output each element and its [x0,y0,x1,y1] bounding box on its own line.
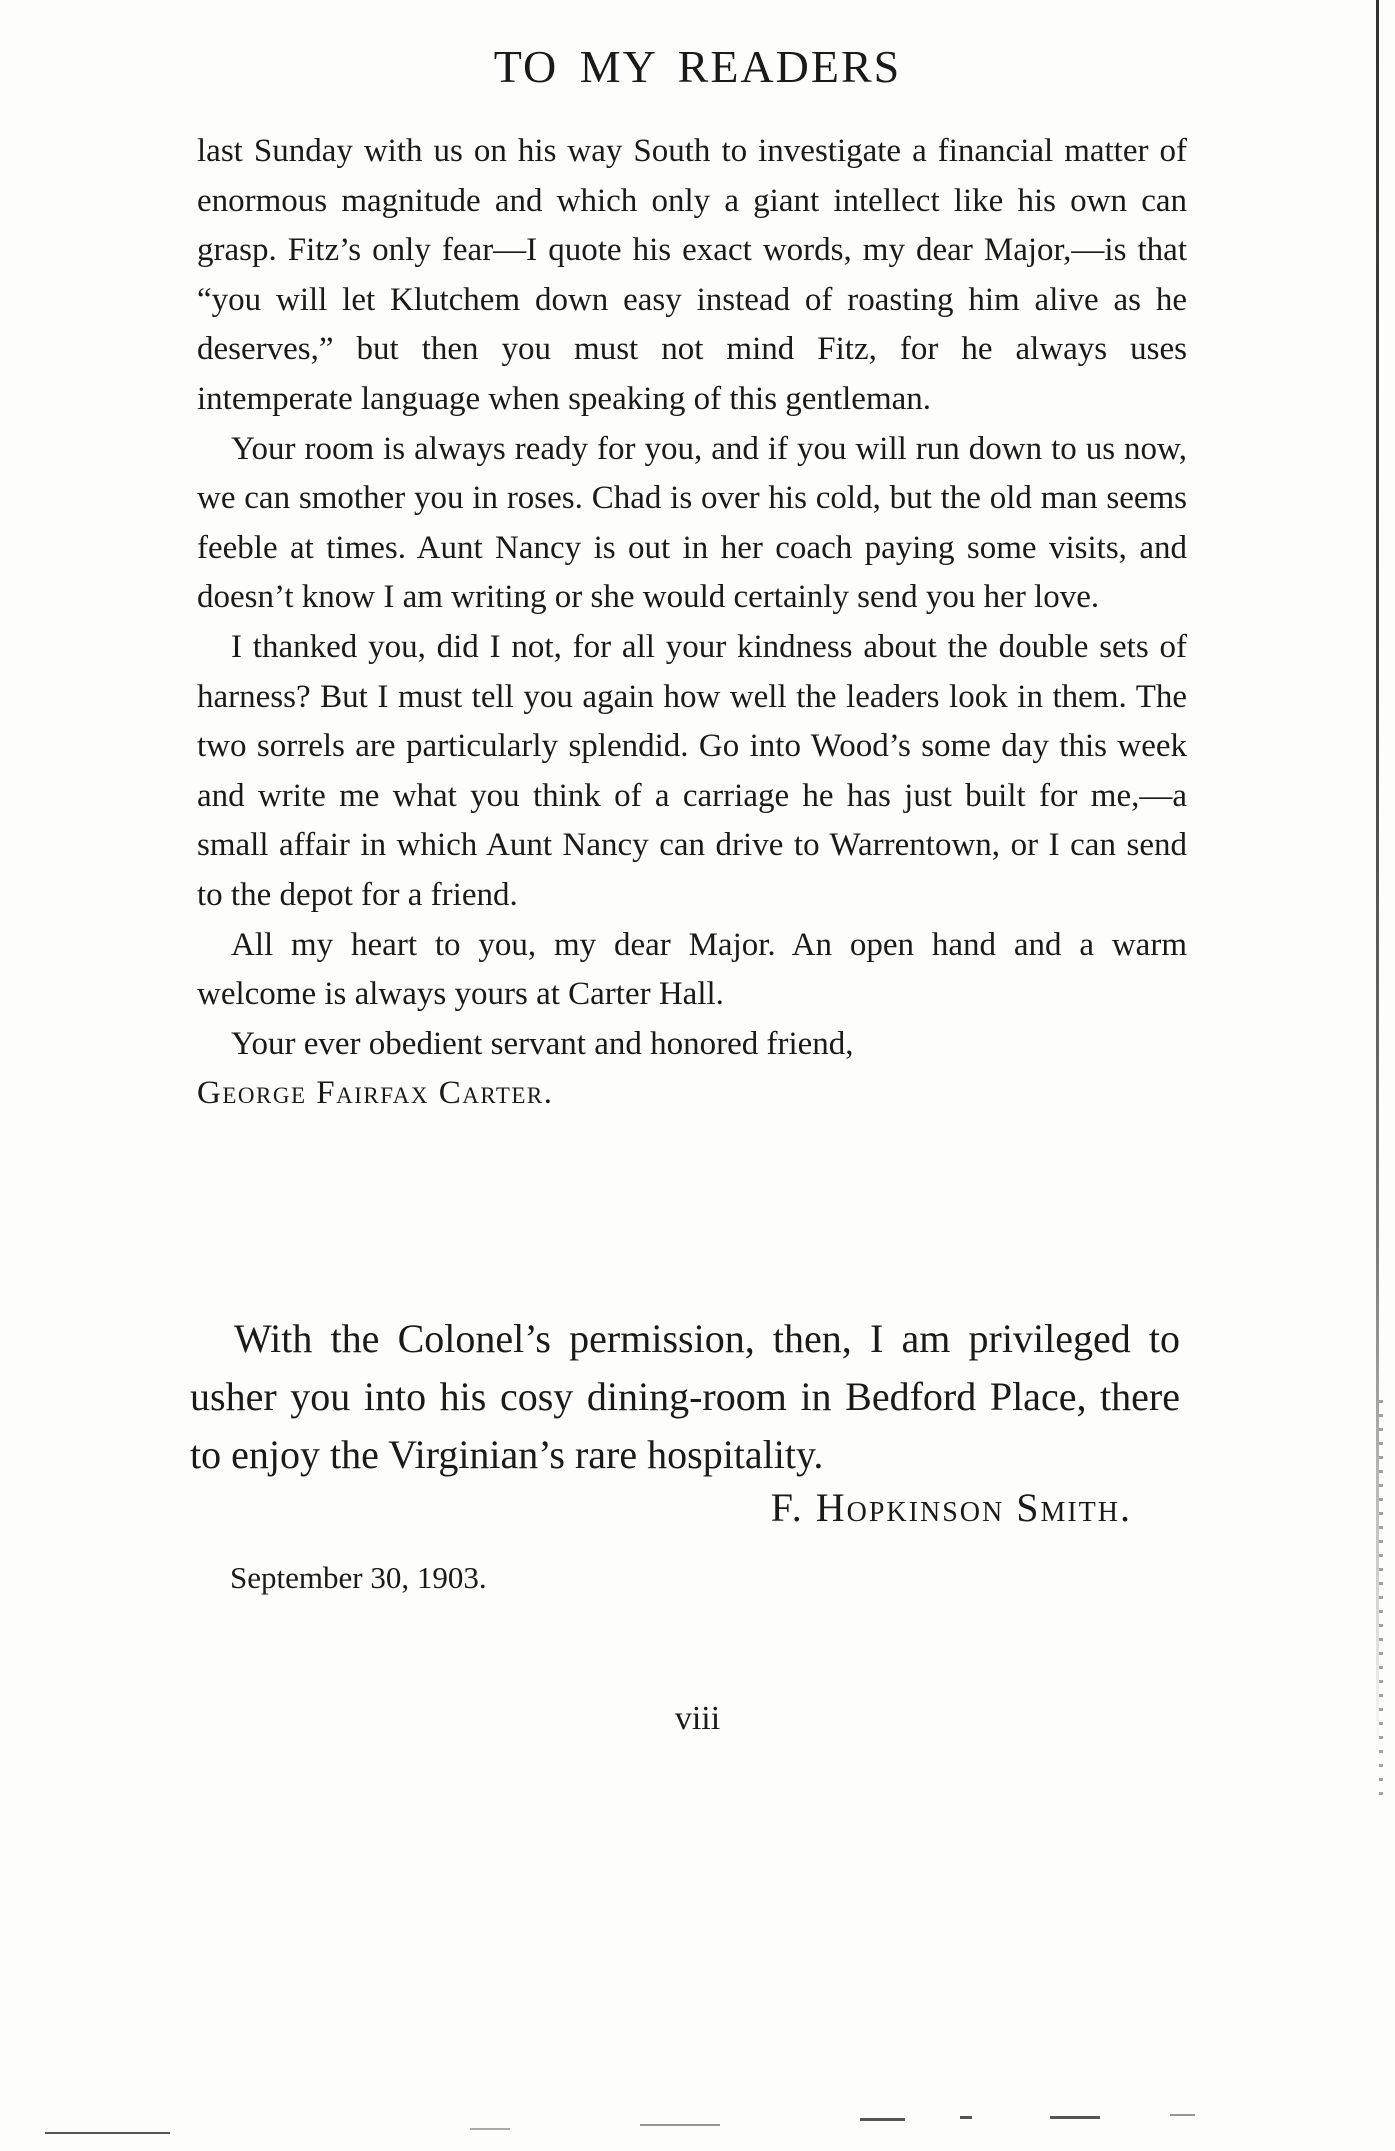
letter-paragraph-2: Your room is always ready for you, and if you will run down to us now, we can smother you in roses. Chad is over his cold, but the old man seems feeble at times. Aunt Nancy is out in her coach paying some visits, and doesn’t know I am writing or she would certainly send you her love. [197,430,1187,616]
running-head: TO MY READERS [493,41,902,92]
letter-complimentary-close: Your ever obedient servant and honored friend, [231,1025,854,1062]
scan-mark [45,2132,170,2134]
letter-paragraph-3: I thanked you, did I not, for all your kindness about the double sets of harness? But I must tell you again how well the leaders look in them. The two sorrels are particularly splendid. Go into Wood’s some day this week and write me what you think of a carriage he has just built for me,—a small affair in which Aunt Nancy can drive to Warrentown, or I can send to the depot for a friend. [197,628,1187,913]
page-edge-specks [1379,1400,1383,1800]
scan-mark [470,2128,510,2130]
letter-paragraph-4: All my heart to you, my dear Major. An open hand and a warm welcome is always yours at Carter Hall. [197,926,1187,1013]
scan-mark [1050,2116,1100,2119]
letter-body [197,127,1187,1119]
page-number: viii [674,1700,721,1737]
scan-mark [860,2118,905,2121]
letter-signature: George Fairfax Carter. [197,1075,554,1112]
author-signature: F. Hopkinson Smith. [770,1485,1132,1530]
bottom-scan-marks [0,2110,1395,2151]
date-line: September 30, 1903. [230,1560,487,1595]
closing-paragraph: With the Colonel’s permission, then, I am privileged to usher you into his cosy dining-room in Bedford Place, there to enjoy the Virginian’s rare hospitality. [190,1316,1180,1477]
scan-mark [960,2116,972,2119]
letter-paragraph-1: last Sunday with us on his way South to investigate a financial matter of enormous magnitude and which only a giant intellect like his own can grasp. Fitz’s only fear—I quote his exact words, my dear Major,—is that “you will let Klutchem down easy instead of roasting him alive as he deserves,” but then you must not mind Fitz, for he always uses intemperate language when speaking of this gentleman. [197,133,1187,417]
scan-mark [640,2124,720,2126]
page-edge-shadow [1365,0,1395,2151]
scan-mark [1170,2114,1195,2116]
